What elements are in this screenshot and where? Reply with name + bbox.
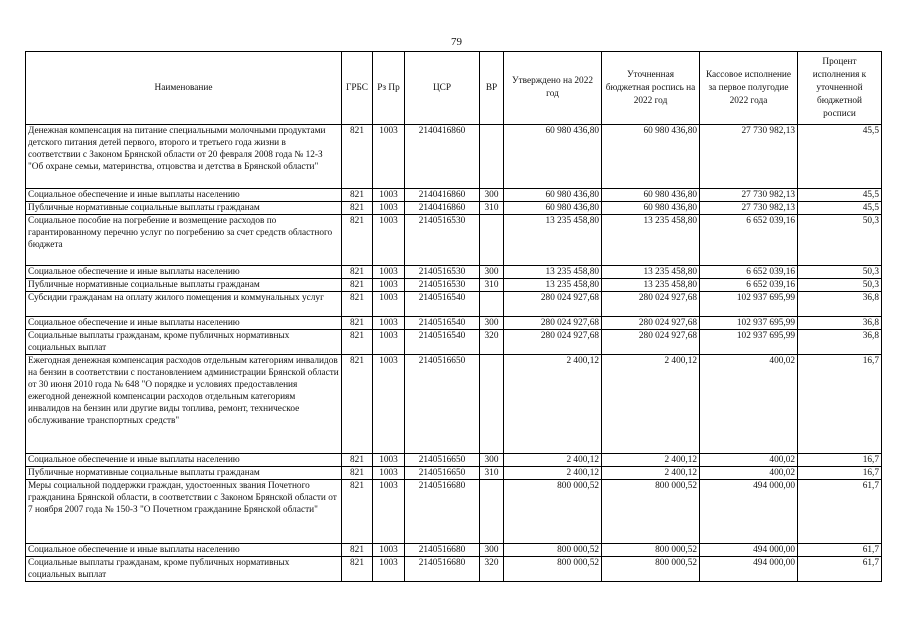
row-percent: 50,3: [798, 266, 882, 279]
table-row: [26, 189, 882, 202]
row-vr: 300: [480, 317, 504, 330]
row-percent: 36,8: [798, 330, 882, 355]
row-grbs: 821: [342, 467, 373, 480]
row-percent: 36,8: [798, 317, 882, 330]
row-rzpr: 1003: [373, 355, 405, 454]
header-vr: ВР: [480, 52, 504, 125]
table-row: [26, 215, 882, 266]
header-cash: Кассовое исполнение за первое полугодие 2022 года: [700, 52, 798, 125]
row-grbs: 821: [342, 544, 373, 557]
row-vr: [480, 125, 504, 189]
header-rzpr: Рз Пр: [373, 52, 405, 125]
row-refined: 13 235 458,80: [602, 279, 700, 292]
row-name: Публичные нормативные социальные выплаты гражданам: [26, 202, 342, 215]
row-cash: 102 937 695,99: [700, 317, 798, 330]
table-row: [26, 557, 882, 582]
table-row: [26, 454, 882, 467]
row-percent: 50,3: [798, 215, 882, 266]
row-approved: 2 400,12: [504, 454, 602, 467]
row-percent: 16,7: [798, 467, 882, 480]
row-rzpr: 1003: [373, 480, 405, 544]
row-vr: [480, 292, 504, 317]
row-name: Социальное пособие на погребение и возмещение расходов по гарантированному перечню услуг по погребению за счет средств областного бюджета: [26, 215, 342, 266]
row-rzpr: 1003: [373, 544, 405, 557]
row-csr: 2140516680: [405, 480, 480, 544]
row-refined: 13 235 458,80: [602, 215, 700, 266]
row-cash: 400,02: [700, 454, 798, 467]
row-name: Денежная компенсация на питание специальными молочными продуктами детского питания детей первого, второго и третьего года жизни в соответствии с Законом Брянской области от 20 февраля 2008 года № 12-З "Об охране семьи, материнства, отцовства и детства в Брянской области": [26, 125, 342, 189]
row-rzpr: 1003: [373, 266, 405, 279]
row-approved: 13 235 458,80: [504, 266, 602, 279]
row-vr: [480, 215, 504, 266]
row-percent: 61,7: [798, 557, 882, 582]
row-cash: 27 730 982,13: [700, 202, 798, 215]
row-rzpr: 1003: [373, 125, 405, 189]
row-vr: [480, 355, 504, 454]
header-name: Наименование: [26, 52, 342, 125]
row-name: Социальные выплаты гражданам, кроме публичных нормативных социальных выплат: [26, 557, 342, 582]
row-cash: 400,02: [700, 355, 798, 454]
table-row: [26, 330, 882, 355]
row-vr: 300: [480, 454, 504, 467]
row-grbs: 821: [342, 202, 373, 215]
row-refined: 2 400,12: [602, 454, 700, 467]
row-csr: 2140516540: [405, 330, 480, 355]
row-rzpr: 1003: [373, 467, 405, 480]
row-percent: 45,5: [798, 125, 882, 189]
row-approved: 13 235 458,80: [504, 215, 602, 266]
table-row: [26, 467, 882, 480]
row-name: Публичные нормативные социальные выплаты гражданам: [26, 467, 342, 480]
row-percent: 36,8: [798, 292, 882, 317]
row-refined: 60 980 436,80: [602, 125, 700, 189]
row-name: Субсидии гражданам на оплату жилого помещения и коммунальных услуг: [26, 292, 342, 317]
row-cash: 494 000,00: [700, 544, 798, 557]
row-csr: 2140516650: [405, 467, 480, 480]
row-cash: 494 000,00: [700, 480, 798, 544]
row-approved: 280 024 927,68: [504, 317, 602, 330]
row-cash: 494 000,00: [700, 557, 798, 582]
row-grbs: 821: [342, 317, 373, 330]
row-cash: 6 652 039,16: [700, 279, 798, 292]
table-row: [26, 544, 882, 557]
row-cash: 27 730 982,13: [700, 125, 798, 189]
row-rzpr: 1003: [373, 454, 405, 467]
row-rzpr: 1003: [373, 330, 405, 355]
row-grbs: 821: [342, 125, 373, 189]
header-grbs: ГРБС: [342, 52, 373, 125]
row-cash: 102 937 695,99: [700, 292, 798, 317]
row-grbs: 821: [342, 454, 373, 467]
row-grbs: 821: [342, 189, 373, 202]
row-refined: 2 400,12: [602, 355, 700, 454]
row-grbs: 821: [342, 279, 373, 292]
row-vr: 310: [480, 467, 504, 480]
table-row: [26, 125, 882, 189]
row-grbs: 821: [342, 292, 373, 317]
row-cash: 6 652 039,16: [700, 215, 798, 266]
table-row: [26, 292, 882, 317]
row-approved: 800 000,52: [504, 544, 602, 557]
table-row: [26, 279, 882, 292]
row-percent: 61,7: [798, 480, 882, 544]
row-csr: 2140516650: [405, 454, 480, 467]
header-percent: Процент исполнения к уточненной бюджетной росписи: [798, 52, 882, 125]
row-cash: 6 652 039,16: [700, 266, 798, 279]
row-name: Социальное обеспечение и иные выплаты населению: [26, 454, 342, 467]
row-approved: 60 980 436,80: [504, 202, 602, 215]
row-rzpr: 1003: [373, 202, 405, 215]
row-csr: 2140516680: [405, 544, 480, 557]
row-approved: 60 980 436,80: [504, 125, 602, 189]
page-number: 79: [451, 36, 462, 48]
row-name: Социальное обеспечение и иные выплаты населению: [26, 266, 342, 279]
row-csr: 2140516540: [405, 317, 480, 330]
row-csr: 2140416860: [405, 125, 480, 189]
row-name: Социальное обеспечение и иные выплаты населению: [26, 544, 342, 557]
row-cash: 400,02: [700, 467, 798, 480]
row-rzpr: 1003: [373, 292, 405, 317]
row-grbs: 821: [342, 355, 373, 454]
row-name: Меры социальной поддержки граждан, удостоенных звания Почетного гражданина Брянской области, в соответствии с Законом Брянской области от 7 ноября 2007 года № 150-З "О Почетном гражданине Брянской области": [26, 480, 342, 544]
row-vr: [480, 480, 504, 544]
row-vr: 320: [480, 557, 504, 582]
row-refined: 800 000,52: [602, 480, 700, 544]
row-approved: 13 235 458,80: [504, 279, 602, 292]
header-row: [26, 52, 882, 125]
row-grbs: 821: [342, 266, 373, 279]
row-approved: 60 980 436,80: [504, 189, 602, 202]
row-rzpr: 1003: [373, 215, 405, 266]
row-grbs: 821: [342, 330, 373, 355]
row-percent: 16,7: [798, 454, 882, 467]
row-refined: 60 980 436,80: [602, 189, 700, 202]
row-approved: 800 000,52: [504, 480, 602, 544]
row-rzpr: 1003: [373, 557, 405, 582]
row-vr: 300: [480, 189, 504, 202]
table-row: [26, 317, 882, 330]
row-percent: 16,7: [798, 355, 882, 454]
row-refined: 280 024 927,68: [602, 330, 700, 355]
row-name: Ежегодная денежная компенсация расходов отдельным категориям инвалидов на бензин в соответствии с постановлением администрации Брянской области от 30 июня 2010 года № 648 "О порядке и условиях предоставления ежегодной денежной компенсации расходов отдельным категориям инвалидов на бензин или другие виды топлива, ремонт, техническое обслуживание транспортных средств": [26, 355, 342, 454]
row-rzpr: 1003: [373, 189, 405, 202]
row-approved: 800 000,52: [504, 557, 602, 582]
row-approved: 2 400,12: [504, 467, 602, 480]
row-vr: 310: [480, 202, 504, 215]
row-approved: 280 024 927,68: [504, 292, 602, 317]
row-grbs: 821: [342, 480, 373, 544]
row-grbs: 821: [342, 557, 373, 582]
row-percent: 50,3: [798, 279, 882, 292]
row-rzpr: 1003: [373, 317, 405, 330]
budget-execution-table: [25, 51, 882, 582]
table-row: [26, 202, 882, 215]
row-refined: 13 235 458,80: [602, 266, 700, 279]
row-vr: 320: [480, 330, 504, 355]
row-refined: 800 000,52: [602, 544, 700, 557]
header-csr: ЦСР: [405, 52, 480, 125]
row-csr: 2140516540: [405, 292, 480, 317]
row-approved: 280 024 927,68: [504, 330, 602, 355]
row-name: Социальное обеспечение и иные выплаты населению: [26, 189, 342, 202]
row-csr: 2140516530: [405, 279, 480, 292]
row-csr: 2140516530: [405, 215, 480, 266]
header-approved: Утверждено на 2022 год: [504, 52, 602, 125]
row-cash: 27 730 982,13: [700, 189, 798, 202]
header-refined: Уточненная бюджетная роспись на 2022 год: [602, 52, 700, 125]
row-vr: 300: [480, 266, 504, 279]
table-row: [26, 355, 882, 454]
row-percent: 45,5: [798, 202, 882, 215]
row-refined: 280 024 927,68: [602, 317, 700, 330]
row-refined: 60 980 436,80: [602, 202, 700, 215]
row-refined: 280 024 927,68: [602, 292, 700, 317]
table-row: [26, 480, 882, 544]
row-refined: 2 400,12: [602, 467, 700, 480]
row-vr: 310: [480, 279, 504, 292]
row-name: Социальное обеспечение и иные выплаты населению: [26, 317, 342, 330]
row-csr: 2140416860: [405, 189, 480, 202]
row-name: Публичные нормативные социальные выплаты гражданам: [26, 279, 342, 292]
row-csr: 2140516650: [405, 355, 480, 454]
row-grbs: 821: [342, 215, 373, 266]
row-name: Социальные выплаты гражданам, кроме публичных нормативных социальных выплат: [26, 330, 342, 355]
row-approved: 2 400,12: [504, 355, 602, 454]
table-row: [26, 266, 882, 279]
row-csr: 2140416860: [405, 202, 480, 215]
row-csr: 2140516680: [405, 557, 480, 582]
row-cash: 102 937 695,99: [700, 330, 798, 355]
row-csr: 2140516530: [405, 266, 480, 279]
row-percent: 45,5: [798, 189, 882, 202]
row-vr: 300: [480, 544, 504, 557]
row-rzpr: 1003: [373, 279, 405, 292]
row-refined: 800 000,52: [602, 557, 700, 582]
row-percent: 61,7: [798, 544, 882, 557]
